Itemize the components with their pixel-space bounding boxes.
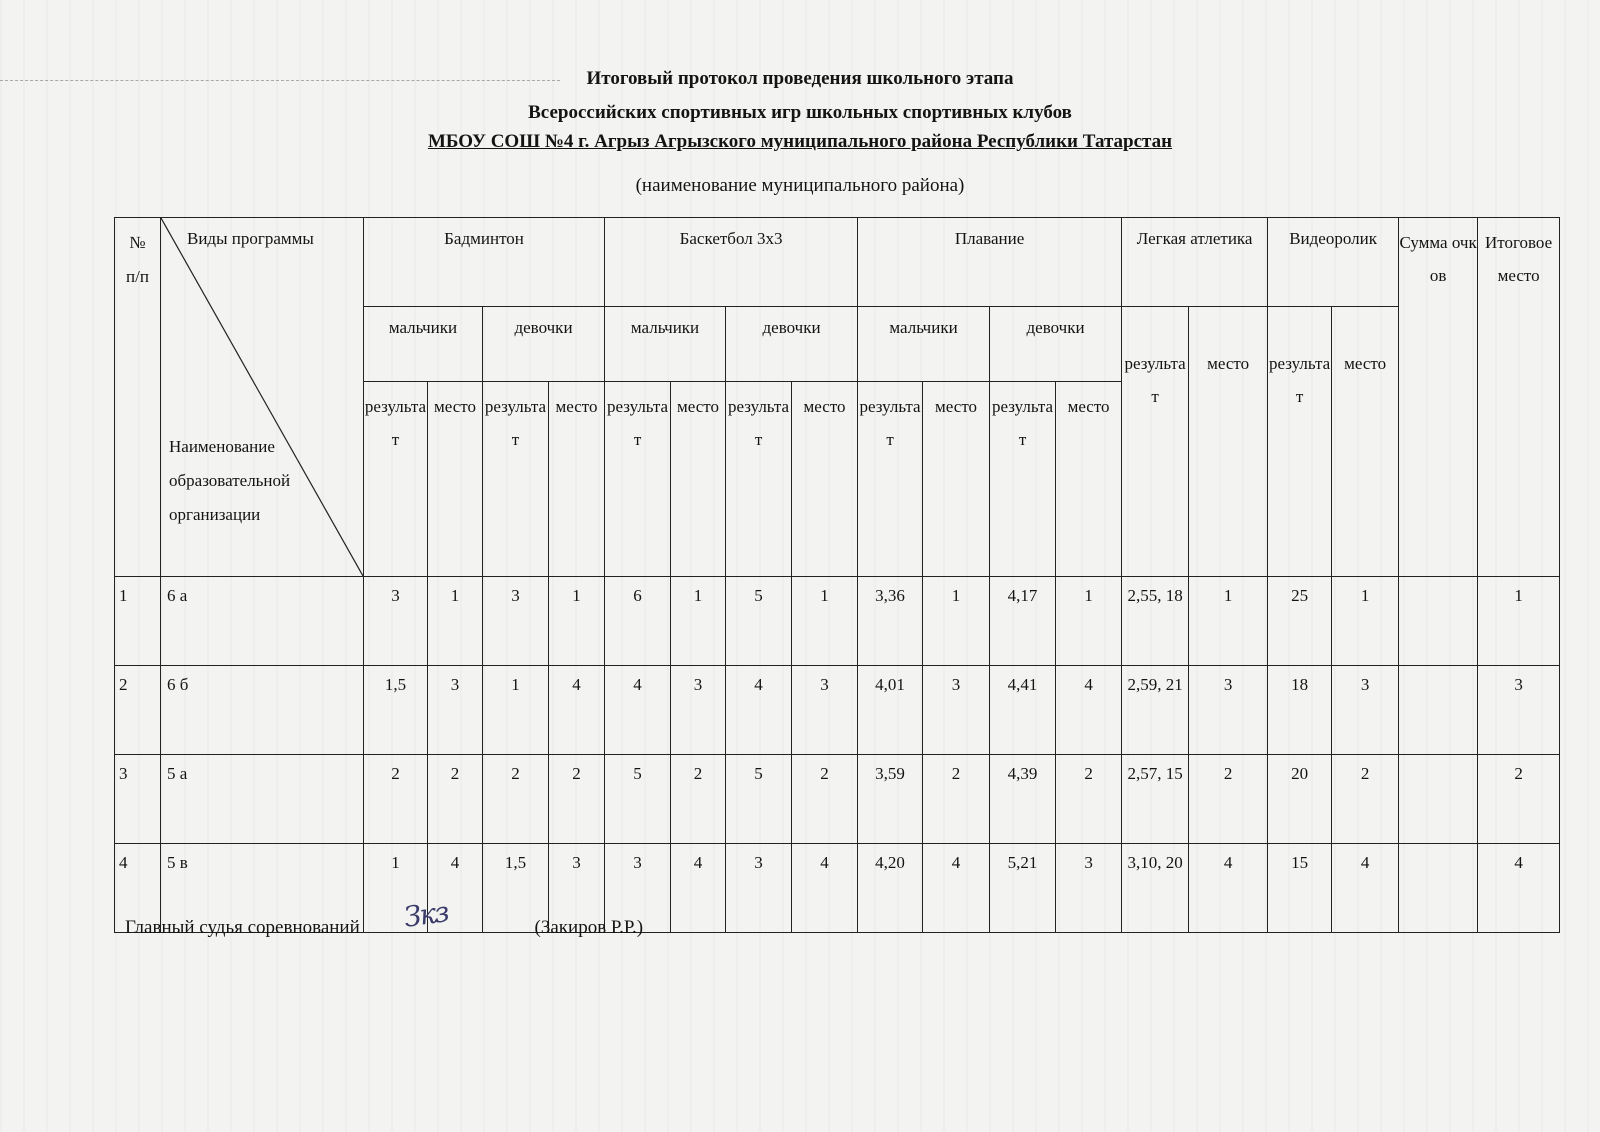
header-result: результат [990, 382, 1056, 577]
header-basketball: Баскетбол 3х3 [605, 218, 858, 307]
video-result: 18 [1268, 666, 1332, 755]
badminton-girls-result: 1 [483, 666, 549, 755]
swimming-boys-place: 4 [923, 844, 990, 933]
header-swimming-girls: девочки [990, 307, 1122, 382]
athletics-place: 4 [1189, 844, 1268, 933]
header-place: место [428, 382, 483, 577]
basketball-boys-result: 4 [605, 666, 671, 755]
header-basketball-boys: мальчики [605, 307, 726, 382]
row-number: 3 [115, 755, 161, 844]
header-badminton-girls: девочки [483, 307, 605, 382]
swimming-girls-result: 4,17 [990, 577, 1056, 666]
badminton-boys-result: 3 [364, 577, 428, 666]
header-place: место [549, 382, 605, 577]
swimming-girls-place: 2 [1056, 755, 1122, 844]
badminton-girls-place: 2 [549, 755, 605, 844]
header-video-place: место [1332, 307, 1399, 577]
points-sum [1399, 577, 1478, 666]
basketball-boys-place: 2 [671, 755, 726, 844]
basketball-girls-result: 5 [726, 755, 792, 844]
video-place: 3 [1332, 666, 1399, 755]
final-place: 1 [1478, 577, 1560, 666]
school-name: 5 а [161, 755, 364, 844]
badminton-boys-place: 3 [428, 666, 483, 755]
swimming-boys-place: 1 [923, 577, 990, 666]
video-result: 20 [1268, 755, 1332, 844]
header-org-name [169, 430, 290, 532]
badminton-boys-result: 1,5 [364, 666, 428, 755]
final-place: 3 [1478, 666, 1560, 755]
final-place: 4 [1478, 844, 1560, 933]
badminton-girls-result: 1,5 [483, 844, 549, 933]
swimming-girls-place: 1 [1056, 577, 1122, 666]
header-final-place: Итоговое место [1478, 218, 1560, 577]
header-program-kinds: Виды программы [187, 229, 314, 248]
points-sum [1399, 755, 1478, 844]
swimming-girls-place: 4 [1056, 666, 1122, 755]
swimming-boys-place: 3 [923, 666, 990, 755]
swimming-girls-result: 4,39 [990, 755, 1056, 844]
header-athletics: Легкая атлетика [1122, 218, 1268, 307]
swimming-boys-result: 3,59 [858, 755, 923, 844]
results-rows [115, 577, 1560, 933]
header-place: место [1056, 382, 1122, 577]
basketball-boys-result: 3 [605, 844, 671, 933]
header-diagonal-cell [161, 218, 364, 577]
basketball-boys-place: 4 [671, 844, 726, 933]
basketball-girls-place: 2 [792, 755, 858, 844]
swimming-boys-result: 4,01 [858, 666, 923, 755]
chief-judge-name: (Закиров Р.Р.) [534, 917, 644, 938]
basketball-girls-place: 3 [792, 666, 858, 755]
header-number-label: № п/п [126, 233, 149, 286]
header-athletics-result: результат [1122, 307, 1189, 577]
video-place: 2 [1332, 755, 1399, 844]
badminton-boys-result: 2 [364, 755, 428, 844]
athletics-result: 2,55, 18 [1122, 577, 1189, 666]
header-place: место [671, 382, 726, 577]
video-result: 15 [1268, 844, 1332, 933]
header-basketball-girls: девочки [726, 307, 858, 382]
header-badminton-boys: мальчики [364, 307, 483, 382]
athletics-place: 3 [1189, 666, 1268, 755]
athletics-result: 3,10, 20 [1122, 844, 1189, 933]
header-video: Видеоролик [1268, 218, 1399, 307]
swimming-boys-result: 3,36 [858, 577, 923, 666]
title-line-3: МБОУ СОШ №4 г. Агрыз Агрызского муниципального района Республики Татарстан [427, 131, 1173, 152]
points-sum [1399, 844, 1478, 933]
title-line-2: Всероссийских спортивных игр школьных спортивных клубов [528, 102, 1072, 123]
table-row [115, 577, 1560, 666]
header-org-word-1: Наименование [169, 437, 275, 456]
basketball-girls-result: 5 [726, 577, 792, 666]
row-number: 4 [115, 844, 161, 933]
header-org-word-3: организации [169, 505, 261, 524]
signature-line [360, 895, 530, 934]
badminton-boys-place: 4 [428, 844, 483, 933]
swimming-boys-place: 2 [923, 755, 990, 844]
swimming-girls-result: 4,41 [990, 666, 1056, 755]
swimming-girls-result: 5,21 [990, 844, 1056, 933]
header-result: результат [858, 382, 923, 577]
athletics-place: 2 [1189, 755, 1268, 844]
badminton-girls-place: 1 [549, 577, 605, 666]
header-badminton: Бадминтон [364, 218, 605, 307]
title-line-1: Итоговый протокол проведения школьного этапа [586, 68, 1014, 89]
header-sum: Сумма очков [1399, 218, 1478, 577]
athletics-result: 2,59, 21 [1122, 666, 1189, 755]
badminton-girls-place: 4 [549, 666, 605, 755]
row-number: 2 [115, 666, 161, 755]
header-result: результат [483, 382, 549, 577]
school-name: 5 в [161, 844, 364, 933]
final-place: 2 [1478, 755, 1560, 844]
subtitle: (наименование муниципального района) [635, 175, 965, 196]
header-result: результат [605, 382, 671, 577]
badminton-girls-place: 3 [549, 844, 605, 933]
badminton-boys-place: 1 [428, 577, 483, 666]
header-video-result: результат [1268, 307, 1332, 577]
school-name: 6 б [161, 666, 364, 755]
header-place: место [792, 382, 858, 577]
athletics-place: 1 [1189, 577, 1268, 666]
swimming-boys-result: 4,20 [858, 844, 923, 933]
badminton-girls-result: 3 [483, 577, 549, 666]
chief-judge-label: Главный судья соревнований [125, 917, 360, 938]
header-place: место [923, 382, 990, 577]
basketball-girls-result: 4 [726, 666, 792, 755]
video-result: 25 [1268, 577, 1332, 666]
header-row-sports [115, 218, 1560, 307]
header-number [115, 218, 161, 577]
athletics-result: 2,57, 15 [1122, 755, 1189, 844]
basketball-boys-place: 1 [671, 577, 726, 666]
results-table [114, 217, 1560, 933]
swimming-girls-place: 3 [1056, 844, 1122, 933]
row-number: 1 [115, 577, 161, 666]
basketball-girls-result: 3 [726, 844, 792, 933]
badminton-boys-result: 1 [364, 844, 428, 933]
header-result: результат [364, 382, 428, 577]
header-athletics-place: место [1189, 307, 1268, 577]
footer [125, 895, 644, 939]
points-sum [1399, 666, 1478, 755]
basketball-boys-place: 3 [671, 666, 726, 755]
basketball-girls-place: 1 [792, 577, 858, 666]
header-swimming-boys: мальчики [858, 307, 990, 382]
basketball-boys-result: 6 [605, 577, 671, 666]
table-row [115, 666, 1560, 755]
video-place: 4 [1332, 844, 1399, 933]
header-result: результат [726, 382, 792, 577]
signature: Зкз [401, 895, 450, 934]
basketball-girls-place: 4 [792, 844, 858, 933]
table-row [115, 755, 1560, 844]
video-place: 1 [1332, 577, 1399, 666]
header-swimming: Плавание [858, 218, 1122, 307]
basketball-boys-result: 5 [605, 755, 671, 844]
school-name: 6 а [161, 577, 364, 666]
header-org-word-2: образовательной [169, 471, 291, 490]
badminton-girls-result: 2 [483, 755, 549, 844]
badminton-boys-place: 2 [428, 755, 483, 844]
